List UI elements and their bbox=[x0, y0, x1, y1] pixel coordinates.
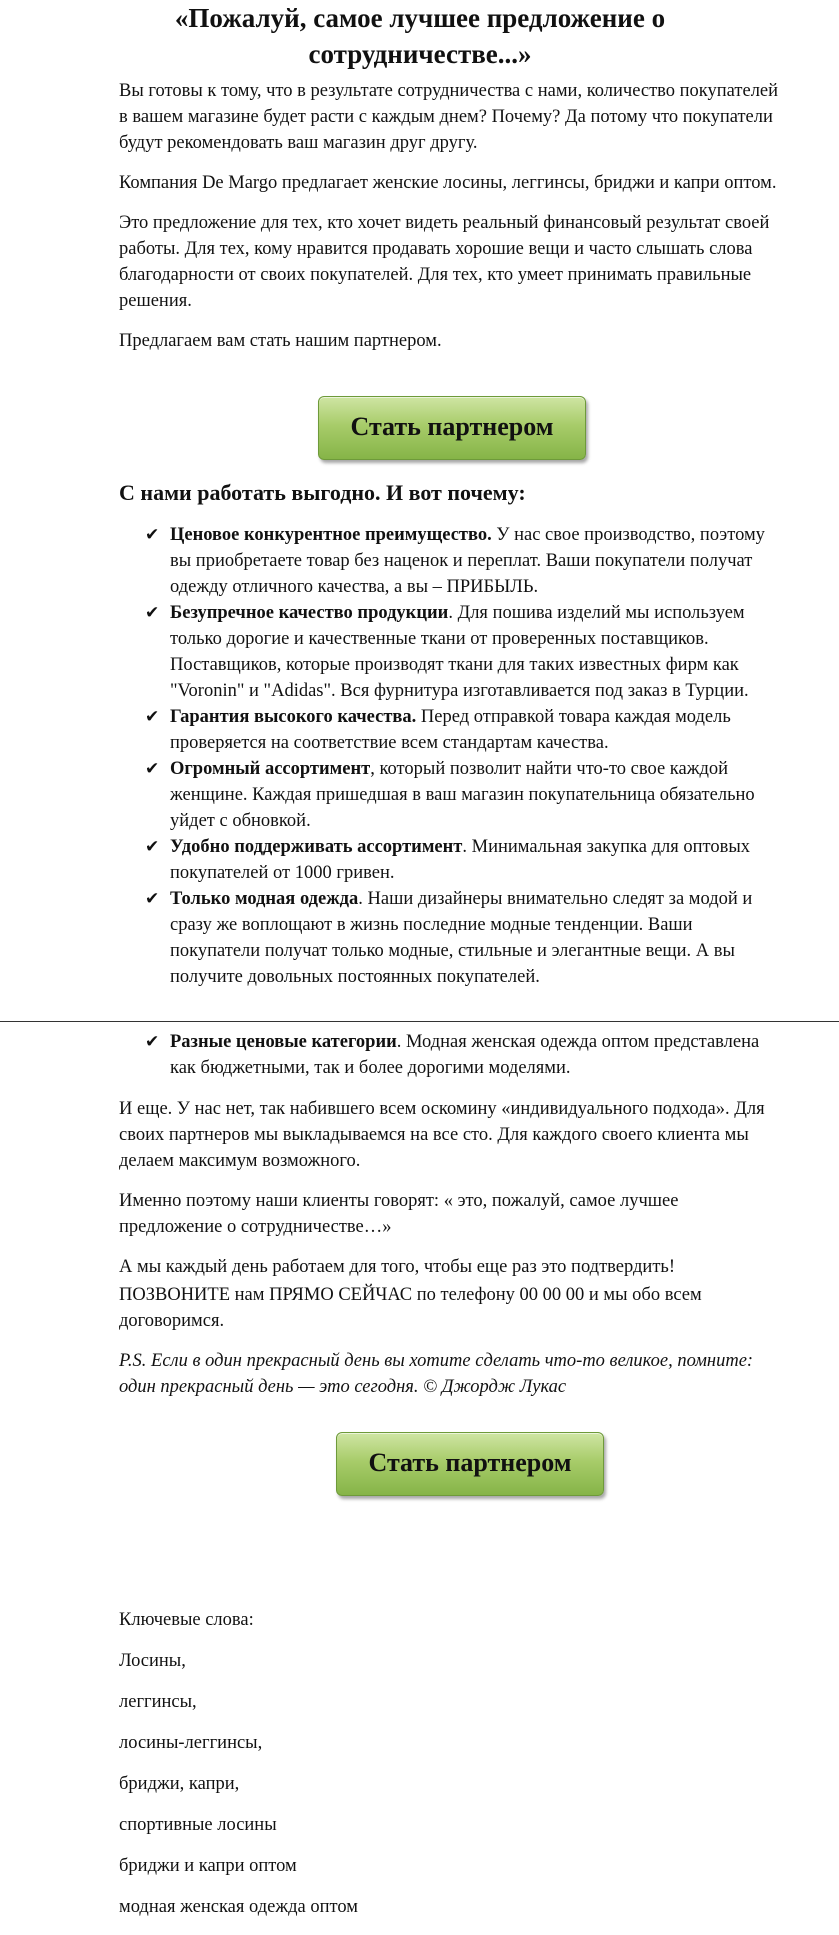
outro-paragraph-1: И еще. У нас нет, так набившего всем оскомину «индивидуального подхода». Для своих партнеров мы выкладываемся на все сто. Для каждого своего клиента мы делаем максимум возможного. bbox=[119, 1099, 765, 1171]
keywords-label: Ключевые слова: bbox=[119, 1610, 254, 1630]
why-heading: С нами работать выгодно. И вот почему: bbox=[119, 480, 526, 505]
page-break-line bbox=[0, 1021, 839, 1022]
outro-paragraph-4: ПОЗВОНИТЕ нам ПРЯМО СЕЙЧАС по телефону 00 00 00 и мы обо всем договоримся. bbox=[119, 1285, 702, 1331]
page-title: «Пожалуй, самое лучшее предложение о сотрудничестве...» bbox=[174, 3, 666, 69]
keyword-item: леггинсы, bbox=[119, 1692, 197, 1712]
checkmark-icon: ✔ bbox=[145, 837, 160, 856]
checkmark-icon: ✔ bbox=[145, 889, 160, 908]
checkmark-icon: ✔ bbox=[145, 525, 160, 544]
intro-paragraph-4: Предлагаем вам стать нашим партнером. bbox=[119, 331, 442, 351]
benefit-item: ✔ Разные ценовые категории. Модная женская одежда оптом представлена как бюджетными, так и более дорогими моделями. bbox=[145, 1029, 785, 1081]
outro-paragraph-3: А мы каждый день работаем для того, чтобы еще раз это подтвердить! bbox=[119, 1257, 676, 1277]
become-partner-button[interactable]: Стать партнером bbox=[318, 396, 586, 460]
keywords-section bbox=[119, 1607, 719, 1935]
benefit-item: ✔ Огромный ассортимент, который позволит найти что-то свое каждой женщине. Каждая пришедшая в ваш магазин покупательница обязательно уйдет с обновкой. bbox=[145, 756, 785, 834]
outro-paragraph-2: Именно поэтому наши клиенты говорят: « это, пожалуй, самое лучшее предложение о сотрудничестве…» bbox=[119, 1191, 679, 1237]
ps-quote: P.S. Если в один прекрасный день вы хотите сделать что-то великое, помните: один прекрасный день — это сегодня. © Джордж Лукас bbox=[119, 1351, 754, 1397]
checkmark-icon: ✔ bbox=[145, 1032, 160, 1051]
checkmark-icon: ✔ bbox=[145, 759, 160, 778]
keyword-item: лосины-леггинсы, bbox=[119, 1733, 263, 1753]
benefit-item: ✔ Безупречное качество продукции. Для пошива изделий мы используем только дорогие и качественные ткани от проверенных поставщиков. Поставщиков, которые производят ткани для таких известных фирм как "Voronin" и "Adidas". Вся фурнитура изготавливается под заказ в Турции. bbox=[145, 600, 785, 704]
benefit-item: ✔ Только модная одежда. Наши дизайнеры внимательно следят за модой и сразу же воплощают в жизнь последние модные тенденции. Ваши покупатели получат только модные, стильные и элегантные вещи. А вы получите довольных постоянных покупателей. bbox=[145, 886, 785, 990]
become-partner-button-bottom[interactable]: Стать партнером bbox=[336, 1432, 604, 1496]
benefits-list bbox=[145, 522, 785, 990]
outro-section bbox=[119, 1096, 779, 1414]
intro-paragraph-1: Вы готовы к тому, что в результате сотрудничества с нами, количество покупателей в вашем магазине будет расти с каждым днем? Почему? Да потому что покупатели будут рекомендовать ваш магазин друг другу. bbox=[119, 81, 779, 153]
keyword-item: спортивные лосины bbox=[119, 1815, 277, 1835]
keyword-item: модная женская одежда оптом bbox=[119, 1897, 358, 1917]
benefits-list-continued bbox=[145, 1029, 785, 1081]
benefit-item: ✔ Ценовое конкурентное преимущество. У нас свое производство, поэтому вы приобретаете товар без наценок и переплат. Ваши покупатели получат одежду отличного качества, а вы – ПРИБЫЛЬ. bbox=[145, 522, 785, 600]
intro-paragraph-3: Это предложение для тех, кто хочет видеть реальный финансовый результат своей работы. Для тех, кому нравится продавать хорошие вещи и часто слышать слова благодарности от своих покупателей. Для тех, кто умеет принимать правильные решения. bbox=[119, 213, 770, 311]
benefit-item: ✔ Удобно поддерживать ассортимент. Минимальная закупка для оптовых покупателей от 1000 гривен. bbox=[145, 834, 785, 886]
checkmark-icon: ✔ bbox=[145, 603, 160, 622]
checkmark-icon: ✔ bbox=[145, 707, 160, 726]
intro-section bbox=[119, 78, 779, 368]
keyword-item: бриджи, капри, bbox=[119, 1774, 240, 1794]
benefit-item: ✔ Гарантия высокого качества. Перед отправкой товара каждая модель проверяется на соответствие всем стандартам качества. bbox=[145, 704, 785, 756]
intro-paragraph-2: Компания De Margo предлагает женские лосины, леггинсы, бриджи и капри оптом. bbox=[119, 173, 777, 193]
keyword-item: Лосины, bbox=[119, 1651, 186, 1671]
keyword-item: бриджи и капри оптом bbox=[119, 1856, 297, 1876]
